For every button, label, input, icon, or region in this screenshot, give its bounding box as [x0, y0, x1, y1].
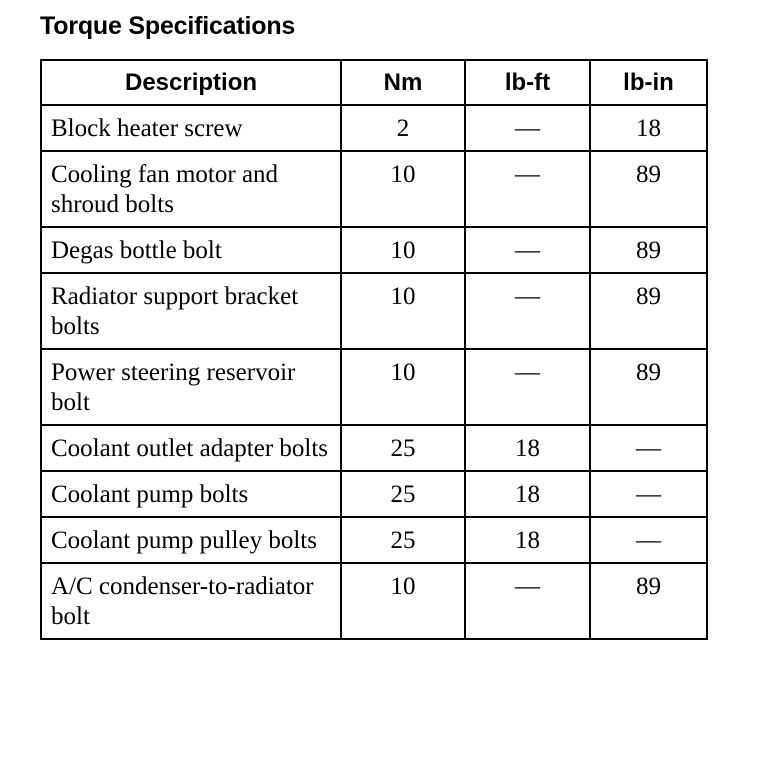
lbin-cell: 89	[590, 273, 707, 349]
lbft-cell: —	[465, 105, 590, 151]
torque-specifications-table	[40, 59, 708, 640]
table-row	[41, 105, 707, 151]
nm-cell: 2	[341, 105, 465, 151]
nm-cell: 10	[341, 227, 465, 273]
table-row	[41, 151, 707, 227]
table-row	[41, 227, 707, 273]
lbft-cell: —	[465, 349, 590, 425]
nm-cell: 25	[341, 517, 465, 563]
header-description: Description	[41, 60, 341, 105]
table-row	[41, 349, 707, 425]
table-row	[41, 517, 707, 563]
lbin-cell: —	[590, 471, 707, 517]
lbin-cell: 89	[590, 563, 707, 639]
description-cell: Coolant outlet adapter bolts	[41, 425, 341, 471]
lbft-cell: —	[465, 273, 590, 349]
header-lbft: lb-ft	[465, 60, 590, 105]
lbin-cell: —	[590, 425, 707, 471]
nm-cell: 10	[341, 563, 465, 639]
nm-cell: 10	[341, 349, 465, 425]
description-cell: Block heater screw	[41, 105, 341, 151]
lbft-cell: —	[465, 227, 590, 273]
nm-cell: 10	[341, 273, 465, 349]
lbin-cell: 89	[590, 227, 707, 273]
header-lbin: lb-in	[590, 60, 707, 105]
description-cell: Coolant pump bolts	[41, 471, 341, 517]
page-title: Torque Specifications	[40, 12, 296, 40]
table-row	[41, 425, 707, 471]
table-row	[41, 563, 707, 639]
description-cell: Power steering reservoir bolt	[41, 349, 341, 425]
lbft-cell: 18	[465, 517, 590, 563]
lbin-cell: —	[590, 517, 707, 563]
lbin-cell: 89	[590, 151, 707, 227]
lbin-cell: 18	[590, 105, 707, 151]
lbft-cell: 18	[465, 471, 590, 517]
lbft-cell: —	[465, 563, 590, 639]
description-cell: Cooling fan motor and shroud bolts	[41, 151, 341, 227]
description-cell: Coolant pump pulley bolts	[41, 517, 341, 563]
table-row	[41, 471, 707, 517]
lbin-cell: 89	[590, 349, 707, 425]
lbft-cell: —	[465, 151, 590, 227]
lbft-cell: 18	[465, 425, 590, 471]
nm-cell: 25	[341, 471, 465, 517]
description-cell: A/C condenser-to-radiator bolt	[41, 563, 341, 639]
description-cell: Degas bottle bolt	[41, 227, 341, 273]
nm-cell: 10	[341, 151, 465, 227]
table-row	[41, 273, 707, 349]
header-row	[41, 60, 707, 105]
description-cell: Radiator support bracket bolts	[41, 273, 341, 349]
nm-cell: 25	[341, 425, 465, 471]
header-nm: Nm	[341, 60, 465, 105]
